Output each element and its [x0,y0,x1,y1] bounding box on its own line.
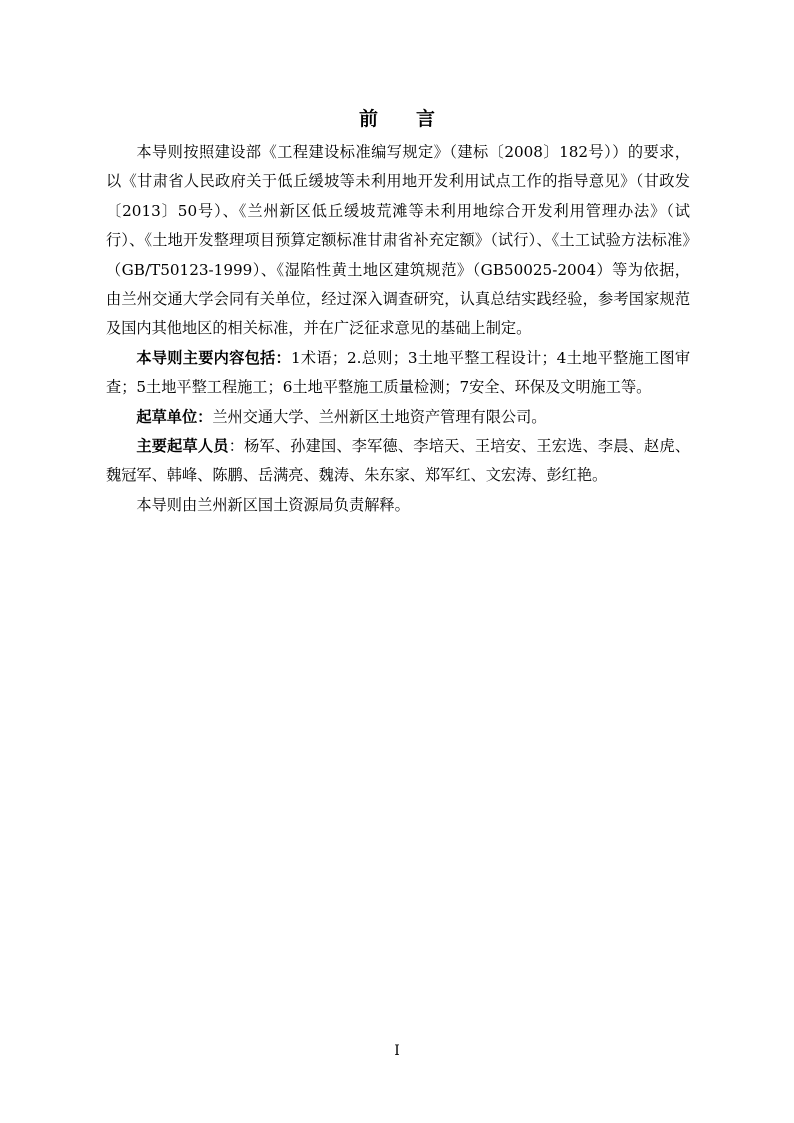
paragraph-drafting-unit-lead: 起草单位： [136,407,213,426]
paragraph-interpretation-text: 本导则由兰州新区国土资源局负责解释。 [136,495,410,514]
preface-body [106,138,690,520]
paragraph-contents-text: 1术语；2.总则；3土地平整工程设计；4土地平整施工图审查；5土地平整工程施工；6土地平整施工质量检测；7安全、环保及文明施工等。 [106,348,691,397]
title-char-2: 言 [416,108,436,130]
paragraph-contents-lead: 本导则主要内容包括： [136,348,291,367]
paragraph-drafting-unit-text: 兰州交通大学、兰州新区土地资产管理有限公司。 [212,407,547,426]
paragraph-basis-text: 本导则按照建设部《工程建设标准编写规定》（建标〔2008〕182号））的要求，以《甘肃省人民政府关于低丘缓坡等未利用地开发利用试点工作的指导意见》（甘政发〔2013〕50号）、《兰州新区低丘缓坡荒滩等未利用地综合开发利用管理办法》（试行）、《土地开发整理项目预算定额标准甘肃省补充定额》（试行）、《土工试验方法标准》（GB/T50123-1999）、《湿陷性黄土地区建筑规范》（GB50025-2004）等为依据，由兰州交通大学会同有关单位，经过深入调查研究，认真总结实践经验，参考国家规范及国内其他地区的相关标准，并在广泛征求意见的基础上制定。 [106,143,690,338]
paragraph-contents [106,344,690,403]
page-title [0,104,794,131]
paragraph-drafters-lead: 主要起草人员 [136,437,229,456]
paragraph-drafters [106,432,690,491]
paragraph-drafting-unit [106,403,690,432]
paragraph-drafters-text: ：杨军、孙建国、李军德、李培天、王培安、王宏选、李晨、赵虎、魏冠军、韩峰、陈鹏、岳满亮、魏涛、朱东家、郑军红、文宏涛、彭红艳。 [106,437,691,485]
paragraph-interpretation [106,491,690,520]
paragraph-basis [106,138,690,344]
title-char-1: 前 [358,108,378,130]
page-number: I [394,1043,400,1059]
